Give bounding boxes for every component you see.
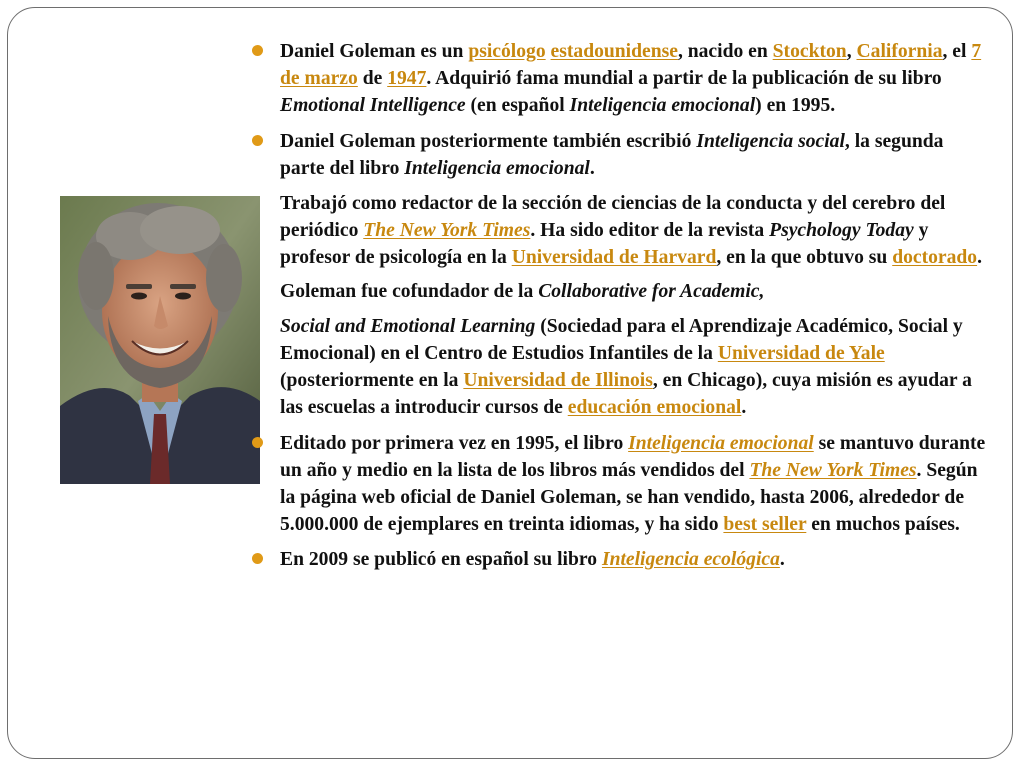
link-stockton[interactable]: Stockton: [772, 41, 847, 62]
text: ) en 1995.: [755, 95, 836, 117]
text: , la segunda parte del libro: [280, 130, 944, 179]
book-title: Emotional Intelligence: [280, 95, 466, 117]
text: .: [741, 397, 747, 419]
text: .: [589, 157, 595, 179]
text: .: [977, 247, 983, 269]
org-title: Collaborative for Academic,: [538, 280, 765, 302]
portrait-photo: [60, 196, 260, 484]
link-estadounidense[interactable]: estadounidense: [550, 41, 678, 62]
text: (en español: [465, 95, 570, 117]
link-nyt[interactable]: The New York Times: [749, 459, 917, 481]
book-title: Inteligencia emocional: [404, 157, 590, 179]
text: Daniel Goleman posteriormente también escribió: [280, 130, 697, 152]
text: . Adquirió fama mundial a partir de la publicación de su libro: [426, 68, 942, 90]
text: Editado por primera vez en 1995, el libro: [280, 432, 629, 454]
paragraph-biography: Daniel Goleman es un psicólogo estadounidense, nacido en Stockton, California, el 7 de marzo de 1947. Adquirió fama mundial a partir de la publicación de su libro Emotional Intelligence (en español Inteligencia emocional) en 1995.: [252, 38, 992, 120]
slide-text: [252, 38, 992, 580]
link-california[interactable]: California: [856, 41, 943, 62]
text: , en la que obtuvo su: [716, 247, 893, 269]
text: Trabajó como redactor de la sección de ciencias de la conducta y del cerebro del periódico: [280, 193, 946, 242]
text: . Ha sido editor de la revista: [530, 220, 770, 242]
link-psicologo[interactable]: psicólogo: [468, 41, 546, 62]
text: Daniel Goleman es un: [280, 41, 469, 62]
link-yale[interactable]: Universidad de Yale: [717, 343, 885, 365]
link-fecha[interactable]: 7 de marzo: [280, 41, 982, 90]
text: en muchos países.: [806, 514, 960, 536]
paragraph-career: [252, 190, 992, 272]
text: , el: [942, 41, 972, 62]
text: Goleman fue cofundador de la: [280, 280, 539, 302]
org-title: Social and Emotional Learning: [280, 315, 536, 337]
link-inteligencia-ecologica[interactable]: Inteligencia ecológica: [601, 549, 780, 571]
text: , nacido en: [677, 41, 773, 62]
link-educacion-emocional[interactable]: educación emocional: [567, 397, 742, 419]
bullet-icon: [252, 437, 263, 448]
text: de: [357, 68, 388, 90]
text: . Según la página web oficial de Daniel Goleman, se han vendido, hasta 2006, alrededor de 5.000.000 de ejemplares en treinta idiomas, y ha sido: [280, 459, 978, 536]
bullet-icon: [252, 135, 263, 146]
text: y profesor de psicología en la: [280, 220, 929, 269]
text: , en Chicago), cuya misión es ayudar a las escuelas a introducir cursos de: [280, 370, 972, 419]
link-best-seller[interactable]: best seller: [723, 514, 807, 536]
magazine-title: Psychology Today: [769, 220, 914, 242]
text: (posteriormente en la: [280, 370, 464, 392]
link-illinois[interactable]: Universidad de Illinois: [463, 370, 653, 392]
text: (Sociedad para el Aprendizaje Académico, Social y Emocional) en el Centro de Estudios Infantiles de la: [280, 315, 963, 365]
book-title: Inteligencia social: [696, 130, 845, 152]
paragraph-ecologica: [252, 546, 992, 573]
text: .: [779, 549, 785, 571]
link-harvard[interactable]: Universidad de Harvard: [511, 247, 717, 269]
paragraph-casel: [252, 313, 992, 422]
text: En 2009 se publicó en español su libro: [280, 549, 602, 571]
text: se mantuvo durante un año y medio en la lista de los libros más vendidos del: [280, 432, 986, 481]
link-nyt[interactable]: The New York Times: [363, 220, 531, 242]
paragraph-cofounder: [252, 278, 992, 305]
bullet-icon: [252, 553, 263, 564]
paragraph-bestseller: [252, 430, 992, 539]
book-title-es: Inteligencia emocional: [569, 95, 756, 117]
link-inteligencia-emocional[interactable]: Inteligencia emocional: [628, 432, 814, 454]
bullet-icon: [252, 45, 263, 56]
paragraph-social: [252, 128, 992, 182]
link-doctorado[interactable]: doctorado: [892, 247, 978, 269]
link-anio[interactable]: 1947: [387, 68, 427, 90]
